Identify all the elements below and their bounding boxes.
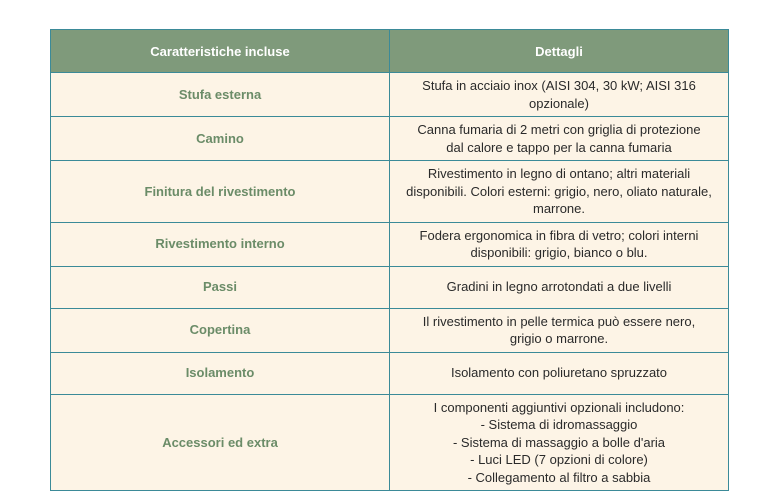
details-cell bbox=[390, 394, 729, 491]
details-cell bbox=[390, 161, 729, 223]
table-row bbox=[51, 73, 729, 117]
details-line: Canna fumaria di 2 metri con griglia di protezione bbox=[417, 122, 701, 137]
feature-cell: Finitura del rivestimento bbox=[51, 161, 390, 223]
features-table-container bbox=[50, 29, 728, 491]
details-line: Rivestimento in legno di ontano; altri materiali bbox=[427, 166, 691, 181]
details-line: Il rivestimento in pelle termica può essere nero, bbox=[422, 313, 696, 329]
details-line: opzionale) bbox=[529, 95, 589, 111]
details-cell bbox=[390, 308, 729, 352]
header-details: Dettagli bbox=[390, 30, 729, 73]
details-line: Fodera ergonomica in fibra di vetro; colori interni bbox=[419, 227, 699, 243]
details-line: Stufa in acciaio inox (AISI 304, 30 kW; AISI 316 bbox=[422, 78, 696, 93]
table-row bbox=[51, 394, 729, 491]
table-row bbox=[51, 352, 729, 394]
table-row bbox=[51, 161, 729, 223]
details-line: disponibili. Colori esterni: grigio, nero, oliato naturale, bbox=[406, 183, 712, 199]
details-cell bbox=[390, 117, 729, 161]
details-line: - Luci LED (7 opzioni di colore) bbox=[470, 452, 648, 467]
feature-cell: Stufa esterna bbox=[51, 73, 390, 117]
details-cell bbox=[390, 73, 729, 117]
table-row bbox=[51, 222, 729, 266]
details-cell bbox=[390, 222, 729, 266]
details-cell bbox=[390, 352, 729, 394]
feature-cell: Rivestimento interno bbox=[51, 222, 390, 266]
details-line: grigio o marrone. bbox=[509, 331, 609, 346]
details-line: disponibili: grigio, bianco o blu. bbox=[470, 245, 648, 260]
table-header-row bbox=[51, 30, 729, 73]
details-line: - Collegamento al filtro a sabbia bbox=[467, 469, 651, 485]
feature-cell: Camino bbox=[51, 117, 390, 161]
details-line: - Sistema di massaggio a bolle d'aria bbox=[452, 434, 666, 450]
table-row bbox=[51, 117, 729, 161]
details-line: Isolamento con poliuretano spruzzato bbox=[450, 365, 668, 381]
table-row bbox=[51, 308, 729, 352]
details-line: - Sistema di idromassaggio bbox=[480, 417, 638, 432]
header-features: Caratteristiche incluse bbox=[51, 30, 390, 73]
details-line: dal calore e tappo per la canna fumaria bbox=[446, 139, 672, 155]
table-row bbox=[51, 266, 729, 308]
feature-cell: Accessori ed extra bbox=[51, 394, 390, 491]
details-line: marrone. bbox=[532, 201, 586, 216]
feature-cell: Copertina bbox=[51, 308, 390, 352]
details-cell bbox=[390, 266, 729, 308]
feature-cell: Isolamento bbox=[51, 352, 390, 394]
details-line: I componenti aggiuntivi opzionali includono: bbox=[433, 399, 685, 415]
table-body bbox=[51, 73, 729, 491]
feature-cell: Passi bbox=[51, 266, 390, 308]
details-line: Gradini in legno arrotondati a due livelli bbox=[446, 279, 672, 295]
features-table bbox=[50, 29, 729, 491]
